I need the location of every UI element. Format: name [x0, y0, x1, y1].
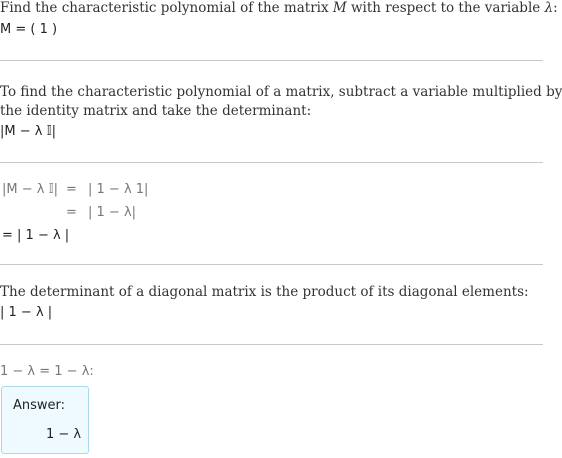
determinant-rhs-2: | 1 − λ| [88, 205, 137, 220]
step1-text-line2: the identity matrix and take the determinant: [0, 103, 312, 119]
answer-label: Answer: [13, 398, 66, 413]
step4-text: 1 − λ = 1 − λ: [0, 364, 94, 379]
determinant-lhs: |M − λ 𝕀| [2, 182, 59, 197]
determinant-result: = | 1 − λ | [2, 228, 70, 243]
section-divider [0, 264, 543, 265]
step1-text-line1: To find the characteristic polynomial of a matrix, subtract a variable multiplied by [0, 84, 562, 100]
problem-statement-suffix: : [553, 0, 558, 16]
problem-statement [0, 0, 558, 16]
problem-statement-middle: with respect to the variable [351, 0, 541, 16]
section-divider [0, 60, 543, 61]
problem-statement-prefix: Find the characteristic polynomial of the matrix [0, 0, 329, 16]
step1-expression: |M − λ 𝕀| [0, 124, 57, 139]
matrix-definition: M = ( 1 ) [0, 22, 58, 37]
answer-box [1, 386, 89, 454]
answer-value: 1 − λ [46, 427, 82, 442]
equals-sign: = [66, 182, 77, 197]
step3-text: The determinant of a diagonal matrix is the product of its diagonal elements: [0, 284, 529, 300]
section-divider [0, 344, 543, 345]
determinant-rhs-1: | 1 − λ 1| [88, 182, 149, 197]
variable-symbol: λ [544, 0, 554, 16]
matrix-symbol: M [332, 0, 347, 16]
section-divider [0, 162, 543, 163]
equals-sign: = [66, 205, 77, 220]
step3-expression: | 1 − λ | [0, 305, 53, 320]
